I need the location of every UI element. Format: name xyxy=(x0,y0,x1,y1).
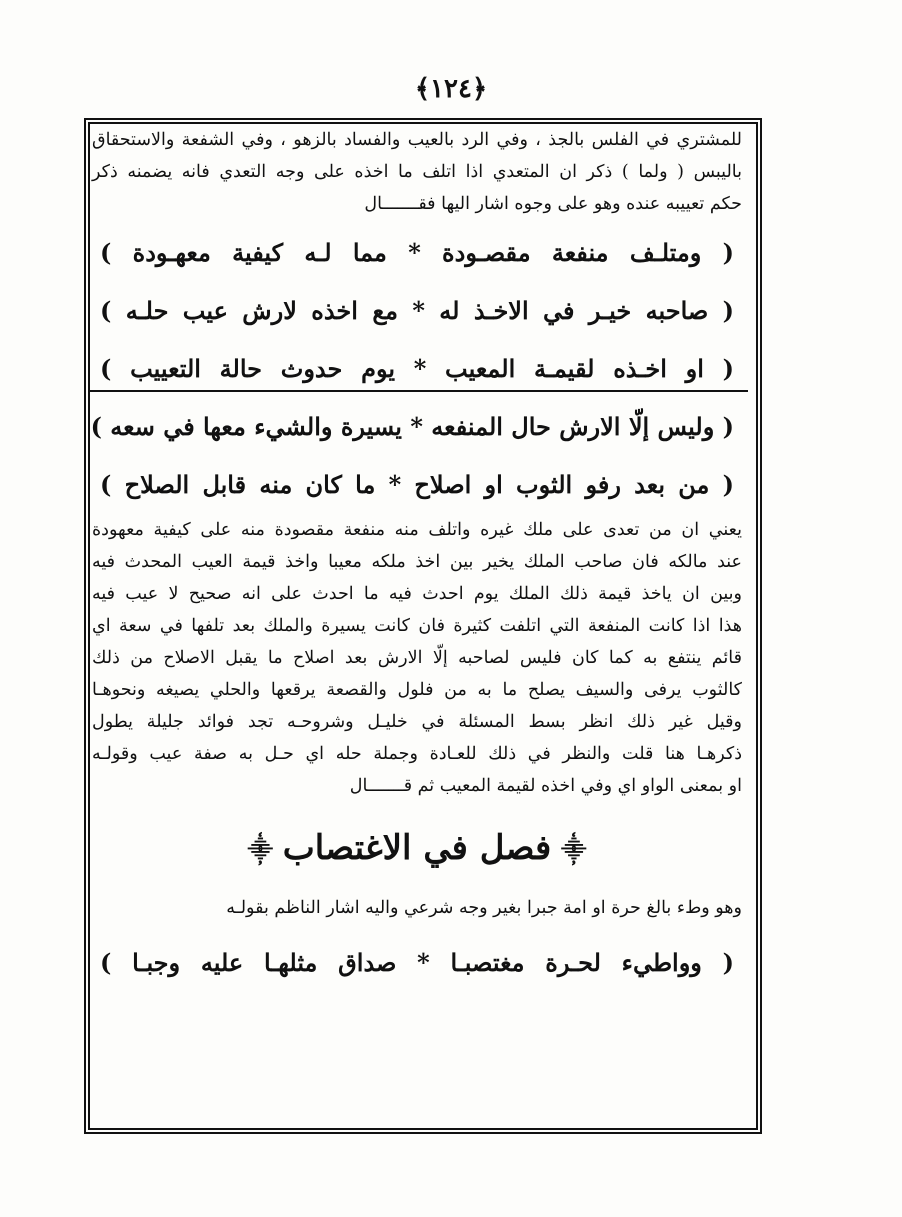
page-number: ﴿١٢٤﴾ xyxy=(414,74,488,104)
text-line: يعني ان من تعدى على ملك غيره واتلف منه منفعة مقصودة منه على كيفية معهودة xyxy=(92,520,742,540)
commentary-paragraph xyxy=(92,514,742,802)
verse-line: ( من بعد رفو الثوب او اصلاح * ما كان منه قابل الصلاح ) xyxy=(100,470,734,499)
text-line: حكم تعييبه عنده وهو على وجوه اشار اليها فقـــــــال xyxy=(364,194,742,214)
text-line: قائم ينتفع به كما كان فليس لصاحبه إلّا الارش بعد اصلاح ما يقبل الاصلاح من ذلك xyxy=(92,648,742,668)
text-line: للمشتري في الفلس بالجذ ، وفي الرد بالعيب والفساد بالزهو ، وفي الشفعة والاستحقاق xyxy=(92,130,742,150)
text-line: عند مالكه فان صاحب الملك يخير بين اخذ ملكه معيبا واخذ قيمة العيب المحدث فيه xyxy=(92,552,742,572)
verse-block xyxy=(92,224,742,514)
text-line: او بمعنى الواو اي وفي اخذه لقيمة المعيب ثم قـــــــال xyxy=(349,776,742,796)
text-line: باليبس ( ولما ) ذكر ان المتعدي اذا اتلف ما اخذه على وجه التعدي فانه يضمنه ذكر xyxy=(92,162,742,182)
intro-paragraph xyxy=(92,124,742,220)
section-paragraph xyxy=(92,892,742,924)
section-heading xyxy=(92,822,742,876)
section-title: فصل في الاغتصاب xyxy=(282,828,552,868)
text-line: وبين ان ياخذ قيمة ذلك الملك يوم احدث فيه ما احدث على انه صحيح لا عيب فيه xyxy=(92,584,742,604)
text-line: وقيل غير ذلك انظر بسط المسئلة في خليـل وشروحـه تجد فوائد جليلة يطول xyxy=(92,712,742,732)
verse-line: ( صاحبه خيـر في الاخـذ له * مع اخذه لارش عيب حلـه ) xyxy=(100,296,734,325)
text-line: وهو وطء بالغ حرة او امة جبرا بغير وجه شرعي واليه اشار الناظم بقولـه xyxy=(226,898,742,918)
text-line: ذكرهـا هنا قلت والنظر في ذلك للعـادة وجملة حله اي حـل به صفة عيب وقولـه xyxy=(92,744,742,764)
ornament-icon: ⸎ xyxy=(561,835,587,864)
verse-line: ( او اخـذه لقيمـة المعيب * يوم حدوث حالة التعييب ) xyxy=(100,354,734,383)
text-line: هذا اذا كانت المنفعة التي اتلفت كثيرة فان كانت يسيرة والملك بعد تلفها في سعة اي xyxy=(92,616,742,636)
text-line: كالثوب يرفى والسيف يصلح ما به من فلول والقصعة يرقعها والحلي يصيغه ونحوهـا xyxy=(92,680,742,700)
ornament-icon: ⸎ xyxy=(247,835,273,864)
page-content xyxy=(92,124,742,992)
verse-line: ( ومتلـف منفعة مقصـودة * مما لـه كيفية معهـودة ) xyxy=(100,238,734,267)
final-verse-line: ( وواطيء لحـرة مغتصبـا * صداق مثلهـا عليه وجبـا ) xyxy=(100,948,734,977)
verse-line: ( وليس إلّا الارش حال المنفعه * يسيرة والشيء معها في سعه ) xyxy=(90,412,734,441)
